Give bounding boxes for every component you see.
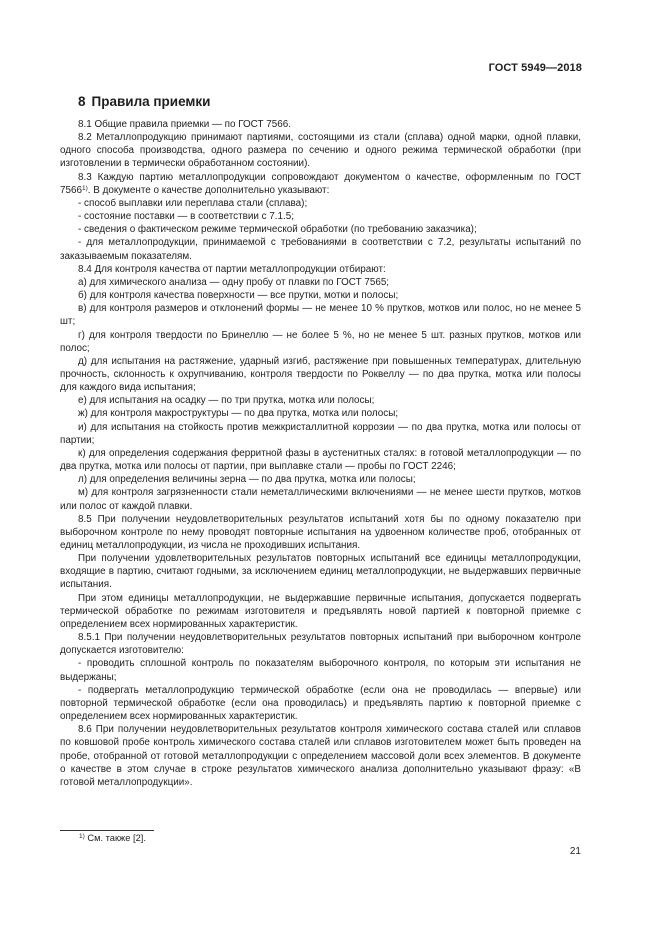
section-body [60,118,581,789]
list-item: в) для контроля размеров и отклонений формы — не менее 10 % прутков, мотков или полос, но не менее 5 шт; [60,303,581,328]
list-item: и) для испытания на стойкость против межкристаллитной коррозии — по два прутка, мотка или полосы от партии; [60,421,581,446]
paragraph-text: . В документе о качестве дополнительно указывают: [87,184,330,196]
list-item: - для металлопродукции, принимаемой с требованиями в соответствии с 7.2, результаты испытаний по заказываемым показателям. [60,237,581,262]
list-item: - способ выплавки или переплава стали (сплава); [78,197,308,209]
list-item: м) для контроля загрязненности стали неметаллическими включениями — не менее шести прутков, мотков или полос от каждой плавки. [60,487,581,512]
list-item: б) для контроля качества поверхности — все прутки, мотки и полосы; [78,290,399,302]
paragraph: При получении удовлетворительных результатов повторных испытаний все единицы металлопродукции, входящие в партию, считают годными, за исключением единиц металлопродукции, не выдержавших первичные испытания. [60,553,581,591]
paragraph: 8.4 Для контроля качества от партии металлопродукции отбирают: [78,263,386,275]
footnote-reference: 1) [81,184,88,192]
list-item: е) для испытания на осадку — по три прутка, мотка или полосы; [78,395,375,407]
paragraph: 8.1 Общие правила приемки — по ГОСТ 7566. [78,119,291,130]
footnote [79,833,146,843]
section-title: Правила приемки [91,94,211,109]
paragraph: 8.5.1 При получении неудовлетворительных результатов повторных испытаний при выборочном контроле допускается изготовителю: [60,632,581,657]
footnote-text: См. также [2]. [87,833,146,843]
page-number: 21 [569,846,581,857]
paragraph-text: 8.3 Каждую партию металлопродукции сопровождают документом о качестве, оформленным по ГОСТ 7566 [60,171,581,196]
footnote-mark: 1) [79,833,85,840]
list-item: - сведения о фактическом режиме термической обработки (по требованию заказчика); [78,224,477,236]
section-heading [78,94,210,109]
list-item: а) для химического анализа — одну пробу от плавки по ГОСТ 7565; [78,276,390,288]
list-item: к) для определения содержания ферритной фазы в аустенитных сталях: в готовой металлопродукции — по два прутка, мотка или полосы от партии, при выплавке стали — пробы по ГОСТ 2246; [60,447,581,473]
list-item: д) для испытания на растяжение, ударный изгиб, растяжение при повышенных температурах, длительную прочность, склонность к охрупчиванию, контроля твердости по Роквеллу — по два прутка, мотка или полосы для каждого вида испытания; [60,355,581,394]
list-item: ж) для контроля макроструктуры — по два прутка, мотка или полосы; [78,408,399,420]
paragraph [60,171,581,197]
list-item: л) для определения величины зерна — по два прутка, мотка или полосы; [78,474,416,486]
list-item: - состояние поставки — в соответствии с 7.1.5; [78,211,294,223]
paragraph: При этом единицы металлопродукции, не выдержавшие первичные испытания, допускается подвергать термической обработке по режимам изготовителя и предъявлять новой партией к повторной приемке с определением всех нормированных характеристик. [60,592,581,630]
list-item: - подвергать металлопродукцию термической обработке (если она не проводилась — впервые) или повторной термической обработке (если она проводилась) и предъявлять партию к повторной приемке с определением всех нормированных характеристик. [60,684,581,723]
document-code: ГОСТ 5949—2018 [488,62,582,74]
paragraph: 8.2 Металлопродукцию принимают партиями, состоящими из стали (сплава) одной марки, одной плавки, одного способа производства, одного размера по сечению и одного режима термической обработки (при изготовлении в термически обработанном состоянии). [60,132,581,170]
section-number: 8 [78,94,86,109]
paragraph: 8.5 При получении неудовлетворительных результатов испытаний хотя бы по одному показателю при выборочном контроле по нему проводят повторные испытания на удвоенном количестве проб, отобранных от единиц металлопродукции, из числа не проходивших испытания. [60,513,581,551]
list-item: г) для контроля твердости по Бринеллю — не более 5 %, но не менее 5 шт. разных прутков, мотков или полос; [60,329,581,354]
footnote-divider [60,830,154,831]
paragraph: 8.6 При получении неудовлетворительных результатов контроля химического состава сталей или сплавов по ковшовой пробе контроль химического состава сталей или сплавов изготовителем может быть проведен на пробе, отобранной от готовой металлопродукции с определением массовой доли всех элементов. В документе о качестве в этом случае в строке результатов химического анализа дополнительно указывают фразу: «В готовой металлопродукции». [60,724,581,788]
list-item: - проводить сплошной контроль по показателям выборочного контроля, по которым эти испытания не выдержаны; [60,658,581,683]
